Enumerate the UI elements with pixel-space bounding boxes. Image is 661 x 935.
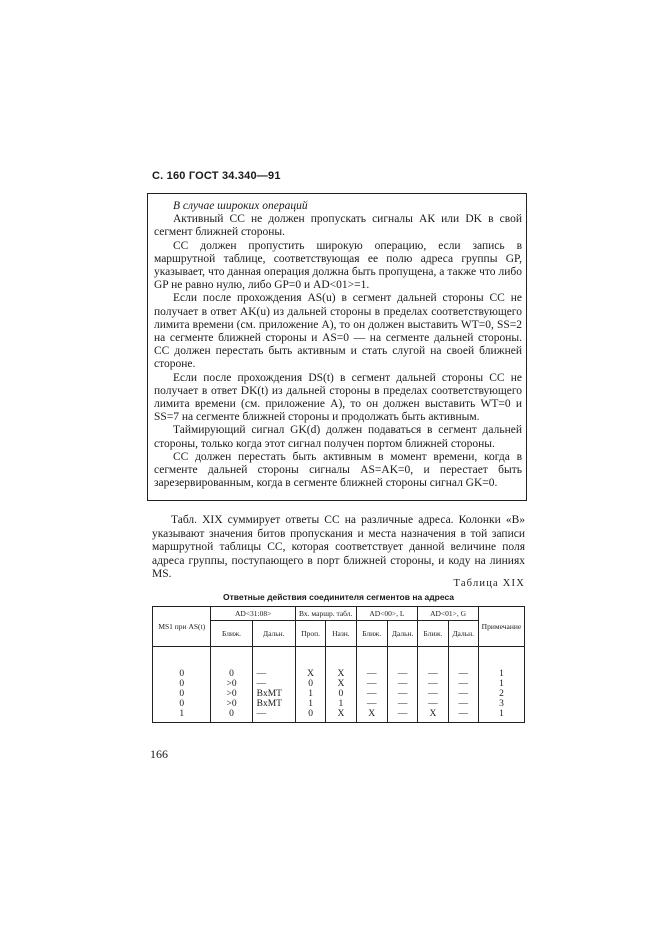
cell: 0	[211, 647, 252, 680]
cell-ms: 0	[153, 679, 211, 689]
cell-note: 1	[478, 709, 524, 723]
table-row	[153, 699, 525, 709]
cell: —	[418, 699, 448, 709]
cell: —	[252, 647, 295, 680]
cell-ms: 0	[153, 647, 211, 680]
table-row	[153, 647, 525, 680]
col-ms-header: MS1 при AS(t)	[153, 607, 211, 647]
table-row	[153, 709, 525, 723]
summary-text	[152, 514, 525, 582]
sub-header: Дальн.	[387, 621, 417, 647]
cell: —	[448, 709, 478, 723]
cell: X	[326, 679, 356, 689]
cell: X	[326, 709, 356, 723]
cell: —	[356, 689, 387, 699]
group-ad00-header: AD<00>, L	[356, 607, 418, 621]
sub-header: Дальн.	[252, 621, 295, 647]
cell: X	[418, 709, 448, 723]
page-number: 166	[150, 747, 168, 761]
table-title: Ответные действия соединителя сегментов на адреса	[222, 592, 455, 602]
paragraph: Таймирующий сигнал GK(d) должен подаваться в сегмент дальней стороны, только когда этот сигнал получен портом ближней стороны.	[154, 424, 522, 450]
cell: —	[448, 689, 478, 699]
cell: BxMT	[252, 689, 295, 699]
cell: —	[387, 689, 417, 699]
sub-header: Ближ.	[211, 621, 252, 647]
cell: —	[356, 699, 387, 709]
cell: —	[252, 679, 295, 689]
sub-header: Дальн.	[448, 621, 478, 647]
cell-note: 1	[478, 647, 524, 680]
group-route-header: Вх. маршр. табл.	[295, 607, 356, 621]
cell: —	[418, 679, 448, 689]
cell: BxMT	[252, 699, 295, 709]
cell: 1	[295, 689, 325, 699]
group-ad01-header: AD<01>, G	[418, 607, 479, 621]
paragraph: СС должен пропустить широкую операцию, если запись в маршрутной таблице, соответствующая ее полю адреса группы GP, указывает, что данная операция должна быть пропущена, а также что либо GP не равно нулю, либо GP=0 и AD<01>=1.	[154, 239, 522, 292]
paragraph: Табл. XIX суммирует ответы СС на различные адреса. Колонки «В» указывают значения битов пропускания и места назначения в той записи маршрутной таблицы СС, которая соответствует данной величине поля адреса группы, поступающего в порт ближней стороны, и коду на линиях MS.	[152, 514, 525, 581]
table-row	[153, 689, 525, 699]
section-title: В случае широких операций	[173, 200, 308, 212]
sub-header: Проп.	[295, 621, 325, 647]
cell: —	[387, 709, 417, 723]
paragraph: Если после прохождения DS(t) в сегмент дальней стороны СС не получает в ответ DK(t) из дальней стороны в пределах соответствующего лимита времени (см. приложение А), то он должен выставить WT=0 и SS=7 на сегменте ближней стороны и продолжать быть активным.	[154, 371, 522, 424]
cell-ms: 0	[153, 699, 211, 709]
framed-section	[147, 193, 527, 501]
cell: X	[356, 709, 387, 723]
cell: X	[326, 647, 356, 680]
cell-ms: 1	[153, 709, 211, 723]
cell: —	[387, 647, 417, 680]
table-row	[153, 679, 525, 689]
sub-header: Ближ.	[418, 621, 448, 647]
table-label: Таблица XIX	[453, 578, 525, 589]
cell-ms: 0	[153, 689, 211, 699]
cell: —	[448, 647, 478, 680]
cell: —	[448, 699, 478, 709]
cell: —	[387, 679, 417, 689]
cell: —	[448, 679, 478, 689]
cell: 0	[211, 709, 252, 723]
cell: —	[387, 699, 417, 709]
cell: —	[356, 679, 387, 689]
cell: 1	[326, 699, 356, 709]
page-header: С. 160 ГОСТ 34.340—91	[152, 170, 281, 182]
paragraph: Активный СС не должен пропускать сигналы АК или DK в свой сегмент ближней стороны.	[154, 213, 522, 239]
group-ad31-header: AD<31:08>	[211, 607, 295, 621]
paragraph: Если после прохождения AS(u) в сегмент дальней стороны СС не получает в ответ AK(u) из дальней стороны в пределах соответствующего лимита времени (см. приложение А), то он должен выставить WT=0, SS=2 на сегменте ближней стороны и AS=0 — на сегменте дальней стороны. СС должен перестать быть активным и стать слугой на своей ближней стороне.	[154, 292, 522, 371]
cell: 0	[326, 689, 356, 699]
cell: 0	[295, 709, 325, 723]
cell: >0	[211, 699, 252, 709]
cell-note: 2	[478, 689, 524, 699]
sub-header: Ближ.	[356, 621, 387, 647]
col-note-header: Примечание	[478, 607, 524, 647]
cell: X	[295, 647, 325, 680]
sub-header: Назн.	[326, 621, 356, 647]
paragraph: СС должен перестать быть активным в момент времени, когда в сегменте дальней стороны сигналы AS=AK=0, и перестает быть зарезервированным, когда в сегменте ближней стороны сигнал GK=0.	[154, 450, 522, 490]
cell: —	[418, 689, 448, 699]
cell: —	[252, 709, 295, 723]
cell: >0	[211, 679, 252, 689]
cell-note: 3	[478, 699, 524, 709]
cell: 0	[295, 679, 325, 689]
response-table	[152, 606, 525, 723]
cell-note: 1	[478, 679, 524, 689]
cell: >0	[211, 689, 252, 699]
cell: —	[356, 647, 387, 680]
cell: —	[418, 647, 448, 680]
cell: 1	[295, 699, 325, 709]
